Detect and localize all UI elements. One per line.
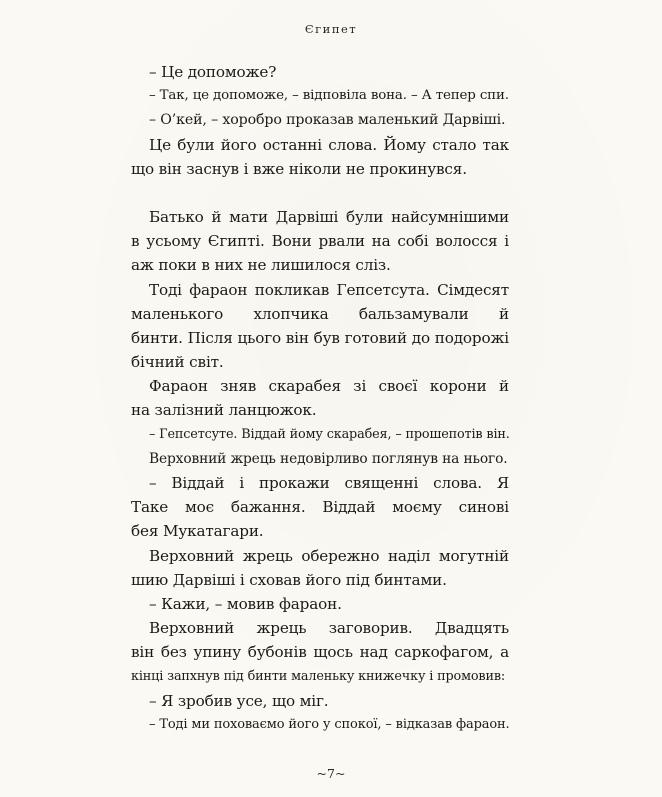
text-line: – Кажи, – мовив фараон.	[149, 594, 342, 613]
text-line: – Так, це допоможе, – відповіла вона. – А тепер спи.	[149, 88, 509, 104]
text-line: – Віддай і прокажи священні слова. Я	[149, 474, 509, 492]
text-line: в усьому Єгипті. Вони рвали на собі волосся і	[131, 232, 509, 251]
body-text	[131, 60, 509, 737]
text-line: кінці запхнув під бинти маленьку книжечку і промовив:	[131, 668, 506, 684]
text-line: Верховний жрець недовірливо поглянув на нього.	[149, 450, 508, 467]
text-line: Це були його останні слова. Йому стало так	[149, 135, 509, 154]
text-line: – Тоді ми поховаємо його у спокої, – відказав фараон.	[149, 716, 510, 732]
text-line: – Я зробив усе, що міг.	[149, 691, 329, 710]
text-line: бея Мукатагари.	[131, 522, 264, 541]
text-line: – Гепсетсуте. Віддай йому скарабея, – прошепотів він.	[149, 426, 510, 442]
text-line: бічний світ.	[131, 353, 224, 372]
text-line: – Це допоможе?	[149, 63, 277, 81]
text-line: Тоді фараон покликав Гепсетсута. Сімдесят	[149, 280, 509, 299]
page-number: ~7~	[316, 766, 346, 781]
text-line: що він заснув і вже ніколи не прокинувся.	[131, 159, 467, 178]
section-break	[131, 181, 509, 205]
text-line: Верховний жрець обережно наділ могутній	[149, 546, 509, 565]
text-line: бинти. Після цього він був готовий до подорожі	[131, 328, 509, 347]
text-line: Верховний жрець заговорив. Двадцять	[149, 619, 509, 638]
text-line: на залізний ланцюжок.	[131, 401, 317, 420]
text-line: маленького хлопчика бальзамували й	[131, 304, 509, 323]
running-header: Єгипет	[304, 22, 358, 36]
text-line: він без упину бубонів щось над саркофагом, а	[131, 643, 509, 662]
text-line: – О’кей, – хоробро проказав маленький Дарвіші.	[149, 112, 506, 129]
text-line: Батько й мати Дарвіші були найсумнішими	[149, 207, 509, 226]
text-line: шию Дарвіші і сховав його під бинтами.	[131, 570, 447, 589]
text-line: Таке моє бажання. Віддай моєму синові	[131, 498, 509, 517]
text-line: Фараон зняв скарабея зі своєї корони й	[149, 377, 509, 396]
text-line: аж поки в них не лишилося сліз.	[131, 256, 391, 275]
